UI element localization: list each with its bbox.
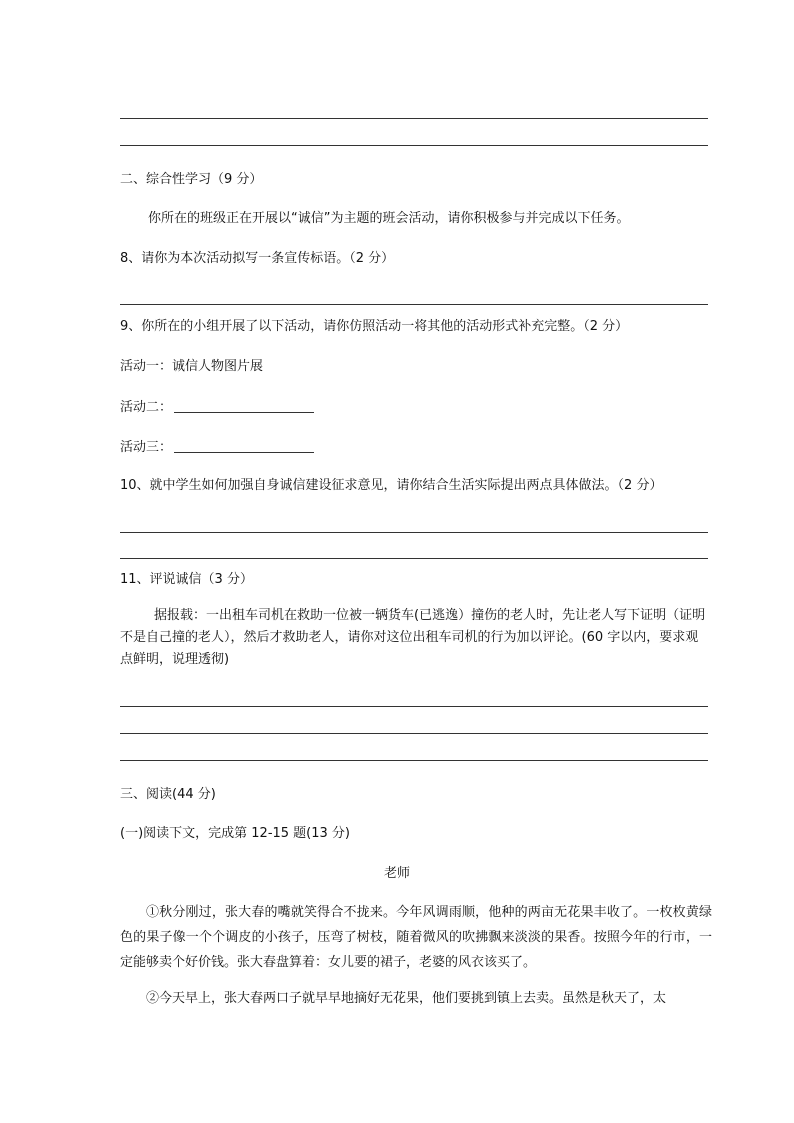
answer-line xyxy=(120,760,708,761)
activity-3-label: 活动三： xyxy=(120,440,173,455)
question-9: 9、你所在的小组开展了以下活动，请你仿照活动一将其他的活动形式补充完整。（2 分） xyxy=(120,319,629,334)
question-8: 8、请你为本次活动拟写一条宣传标语。（2 分） xyxy=(120,251,395,266)
section-heading: 二、综合性学习（9 分） xyxy=(120,172,263,187)
answer-line xyxy=(120,304,708,305)
reading-subheading: (一)阅读下文，完成第 12-15 题(13 分) xyxy=(120,826,351,841)
activity-2-label: 活动二： xyxy=(120,400,173,415)
answer-line xyxy=(120,118,708,119)
activity-2-blank[interactable] xyxy=(174,398,314,413)
article-paragraph-1: ①秋分刚过，张大春的嘴就笑得合不拢来。今年风调雨顺，他种的两亩无花果丰收了。一枚枚黄绿色的果子像一个个调皮的小孩子，压弯了树枝，随着微风的吹拂飘来淡淡的果香。按照今年的行市，一定能够卖个好价钱。张大春盘算着：女儿要的裙子，老婆的风衣该买了。 xyxy=(120,905,712,970)
answer-line xyxy=(120,558,708,559)
activity-1: 活动一：诚信人物图片展 xyxy=(120,359,264,374)
question-11-text: 据报载：一出租车司机在救助一位被一辆货车(已逃逸）撞伤的老人时，先让老人写下证明（证明不是自己撞的老人），然后才救助老人，请你对这位出租车司机的行为加以评论。(60 字以内，要求观点鲜明，说理透彻) xyxy=(120,608,706,667)
activity-3-blank[interactable] xyxy=(174,438,314,453)
question-10: 10、就中学生如何加强自身诚信建设征求意见，请你结合生活实际提出两点具体做法。（2 分） xyxy=(120,478,663,493)
answer-line xyxy=(120,733,708,734)
section-intro: 你所在的班级正在开展以“诚信”为主题的班会活动，请你积极参与并完成以下任务。 xyxy=(148,211,630,226)
activity-2 xyxy=(120,398,314,417)
article-paragraph-2: ②今天早上，张大春两口子就早早地摘好无花果，他们要挑到镇上去卖。虽然是秋天了，太 xyxy=(146,991,667,1006)
answer-line xyxy=(120,706,708,707)
activity-3 xyxy=(120,438,314,457)
section-heading: 三、阅读(44 分) xyxy=(120,787,216,802)
answer-line xyxy=(120,532,708,533)
question-11: 11、评说诚信（3 分） xyxy=(120,572,253,587)
article-title: 老师 xyxy=(383,866,410,881)
answer-line xyxy=(120,145,708,146)
